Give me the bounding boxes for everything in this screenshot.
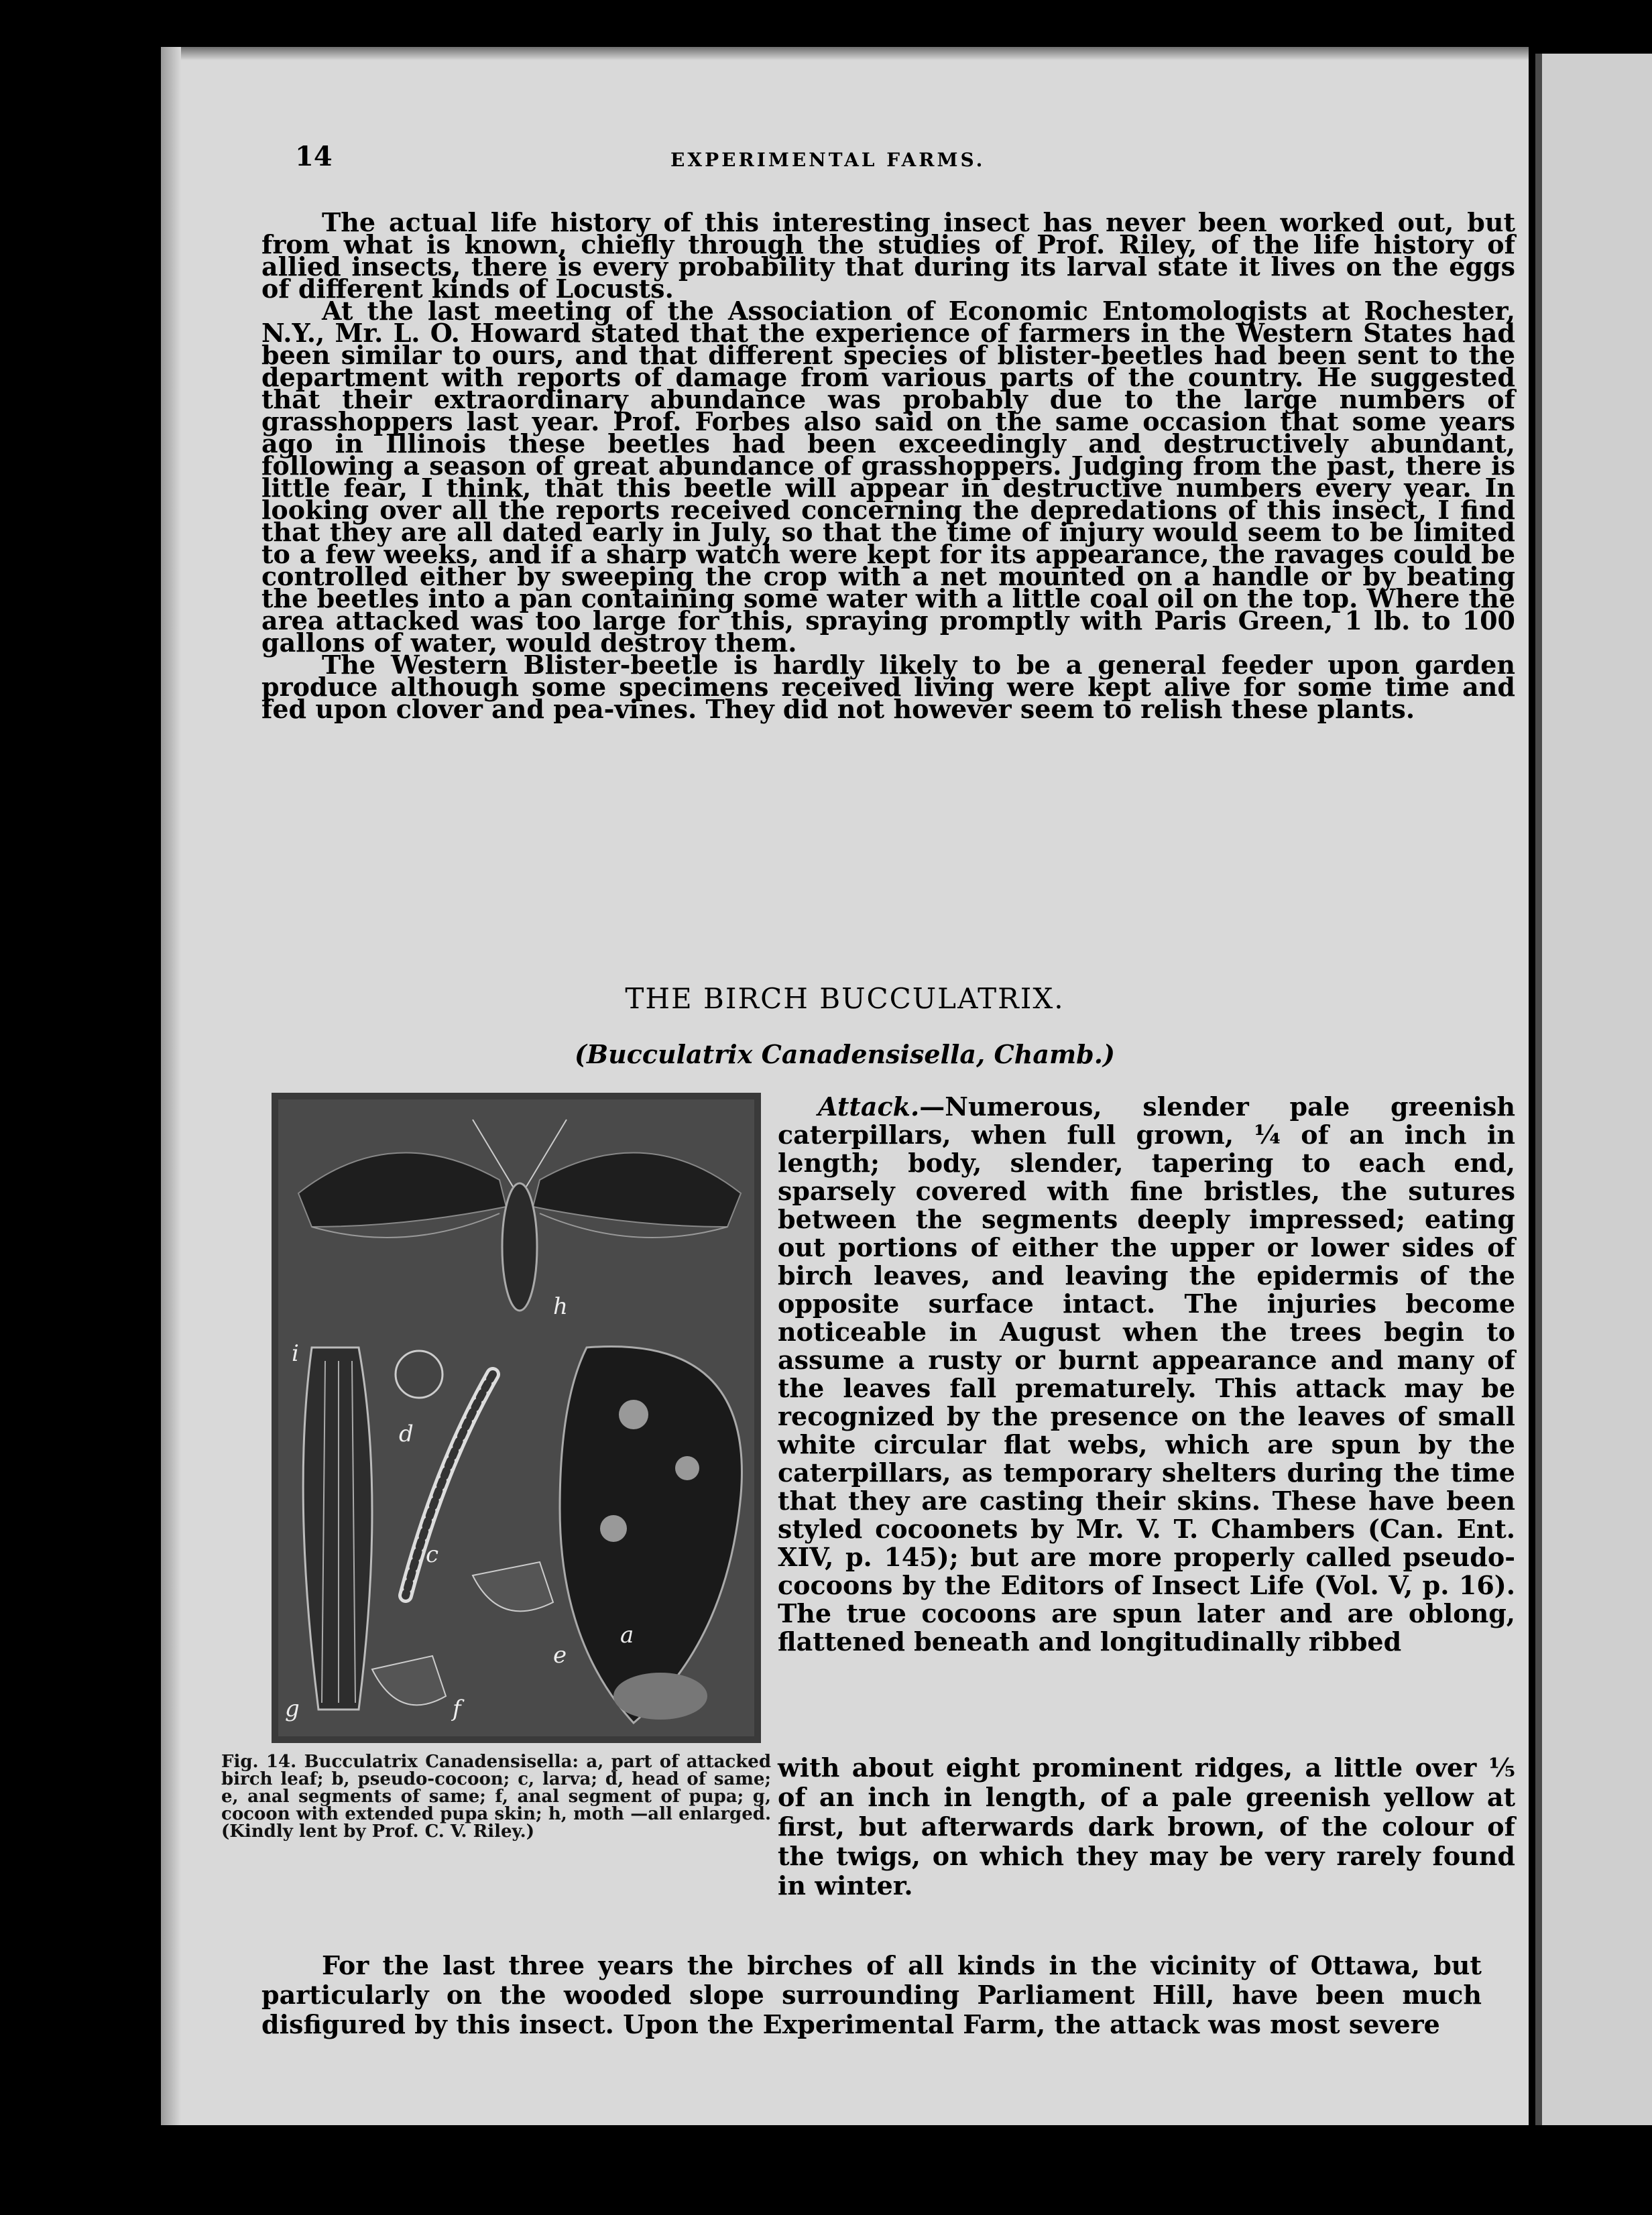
page-header — [295, 141, 1502, 181]
figure-label-f: f — [453, 1695, 461, 1722]
section-title: THE BIRCH BUCCULATRIX. — [625, 982, 1065, 1015]
adjacent-page-edge — [1535, 54, 1542, 2125]
figure-label-d: d — [399, 1421, 414, 1447]
final-body-text — [261, 1951, 1482, 2039]
attack-text: —Numerous, slender pale greenish caterpillars, when full grown, ¼ of an inch in length; body, slender, tapering to each end, sparsely covered with fine bristles, the sutures between the segments deeply impressed; eating out portions of either the upper or lower sides of birch leaves, and leaving the epidermis of the opposite surface intact. The injuries become noticeable in August when the trees begin to assume a rusty or burnt appearance and many of the leaves fall prematurely. This attack may be recognized by the presence on the leaves of small white circular flat webs, which are spun by the caterpillars, as temporary shelters during the time that they are casting their skins. These have been styled cocoonets by Mr. V. T. Chambers (Can. Ent. XIV, p. 145); but are more properly called pseudo-cocoons by the Editors of Insect Life (Vol. V, p. 16). The true cocoons are spun later and are oblong, flattened beneath and longitudinally ribbed — [778, 1091, 1515, 1657]
bucculatrix-engraving — [272, 1093, 761, 1743]
paragraph-2: At the last meeting of the Association of Economic Entomologists at Rochester, N.Y., Mr. L. O. Howard stated that the experience of farmers in the Western States had been similar to ours, and that different species of blister-beetles had been sent to the department with reports of damage from various parts of the country. He suggested that their extraordinary abundance was probably due to the large numbers of grasshoppers last year. Prof. Forbes also said on the same occasion that some years ago in Illinois these beetles had been exceedingly and destructively abundant, following a season of great abundance of grasshoppers. Judging from the past, there is little fear, I think, that this beetle will appear in destructive numbers every year. In looking over all the reports received concerning the depredations of this insect, I find that they are all dated early in July, so that the time of injury would seem to be limited to a few weeks, and if a sharp watch were kept for its appearance, the ravages could be controlled either by sweeping the crop with a net mounted on a handle or by beating the beetles into a pan containing some water with a little coal oil on the top. Where the area attacked was too large for this, spraying promptly with Paris Green, 1 lb. to 100 gallons of water, would destroy them. — [261, 296, 1515, 658]
book-page — [161, 47, 1529, 2125]
section-subtitle: (Bucculatrix Canadensisella, Chamb.) — [575, 1039, 1115, 1069]
attack-lead: Attack. — [818, 1091, 920, 1122]
attack-description — [778, 1093, 1515, 1656]
figure-label-c: c — [426, 1541, 439, 1568]
attack-continuation — [778, 1753, 1515, 1901]
page-left-shadow — [161, 47, 181, 2125]
page-number: 14 — [295, 141, 333, 172]
paragraph-1: The actual life history of this interesting insect has never been worked out, but from what is known, chiefly through the studies of Prof. Riley, of the life history of allied insects, there is every probability that during its larval state it lives on the eggs of different kinds of Locusts. — [261, 207, 1515, 304]
top-body-text — [261, 207, 1515, 724]
final-paragraph: For the last three years the birches of all kinds in the vicinity of Ottawa, but particularly on the wooded slope surrounding Parliament Hill, have been much disfigured by this insect. Upon the Experimental Farm, the attack was most severe — [261, 1950, 1482, 2039]
paragraph-3: The Western Blister-beetle is hardly likely to be a general feeder upon garden produce although some specimens received living were kept alive for some time and fed upon clover and pea-vines. They did not however seem to relish these plants. — [261, 650, 1515, 724]
figure-label-h: h — [553, 1293, 568, 1320]
figure-label-i: i — [292, 1340, 299, 1367]
attack-continuation-text: with about eight prominent ridges, a little over ⅕ of an inch in length, of a pale greenish yellow at first, but afterwards dark brown, of the colour of the twigs, on which they may be very rarely found in winter. — [778, 1752, 1515, 1901]
figure-caption: Fig. 14. Bucculatrix Canadensisella: a, part of attacked birch leaf; b, pseudo-cocoon; c, larva; d, head of same; e, anal segments of same; f, anal segment of pupa; g, cocoon with extended pupa skin; h, moth —all enlarged. (Kindly lent by Prof. C. V. Riley.) — [221, 1752, 771, 1842]
figure-label-e: e — [553, 1642, 567, 1669]
figure-label-a: a — [620, 1622, 634, 1649]
running-head: EXPERIMENTAL FARMS. — [670, 149, 986, 171]
figure-label-g: g — [285, 1695, 300, 1722]
page-top-shadow — [161, 47, 1529, 60]
adjacent-page — [1542, 54, 1652, 2125]
figure-illustration — [272, 1093, 761, 1743]
